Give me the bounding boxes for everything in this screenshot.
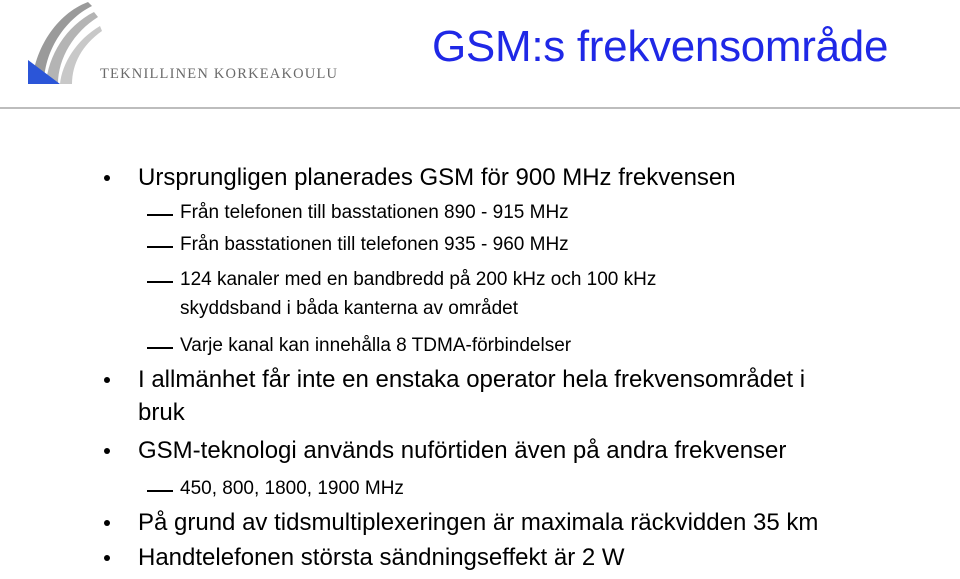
sub-bullet-text: Från basstationen till telefonen 935 - 960 MHz	[180, 234, 569, 255]
sub-bullet-text: 450, 800, 1800, 1900 MHz	[180, 478, 404, 499]
university-logo	[26, 0, 339, 92]
sub-bullet-item	[180, 230, 569, 260]
sub-bullet-text: Varje kanal kan innehålla 8 TDMA-förbindelser	[180, 335, 572, 356]
bullet-item	[138, 365, 805, 395]
bullet-item	[138, 163, 736, 193]
dash-icon	[147, 214, 173, 216]
bullet-text: bruk	[138, 399, 185, 426]
bullet-item	[138, 508, 818, 538]
bullet-text: I allmänhet får inte en enstaka operator hela frekvensområdet i	[138, 366, 806, 393]
dash-icon	[147, 281, 173, 283]
sub-bullet-continuation	[180, 294, 518, 324]
university-name: TEKNILLINEN KORKEAKOULU	[100, 66, 339, 82]
bullet-text: Handtelefonen största sändningseffekt är 2 W	[138, 544, 625, 571]
sub-bullet-item	[180, 198, 569, 228]
bullet-item	[138, 436, 786, 466]
page-title: GSM:s frekvensområde	[432, 22, 889, 71]
bullet-dot-icon	[104, 175, 110, 181]
bullet-text: GSM-teknologi används nuförtiden även på andra frekvenser	[138, 437, 787, 464]
dash-icon	[147, 347, 173, 349]
bullet-dot-icon	[104, 448, 110, 454]
dash-icon	[147, 246, 173, 248]
bullet-dot-icon	[104, 377, 110, 383]
sub-bullet-text: 124 kanaler med en bandbredd på 200 kHz och 100 kHz	[180, 269, 657, 290]
sub-bullet-text: Från telefonen till basstationen 890 - 915 MHz	[180, 202, 569, 223]
bullet-dot-icon	[104, 520, 110, 526]
sub-bullet-item	[180, 474, 404, 504]
header-divider	[0, 107, 960, 109]
bullet-dot-icon	[104, 555, 110, 561]
bullet-text: Ursprungligen planerades GSM för 900 MHz frekvensen	[138, 164, 736, 191]
university-emblem-icon	[26, 0, 106, 86]
bullet-continuation	[138, 398, 185, 428]
sub-bullet-item	[180, 331, 571, 361]
bullet-item	[138, 543, 625, 573]
dash-icon	[147, 490, 173, 492]
sub-bullet-item	[180, 265, 656, 295]
bullet-text: På grund av tidsmultiplexeringen är maximala räckvidden 35 km	[138, 509, 819, 536]
sub-bullet-text: skyddsband i båda kanterna av området	[180, 298, 518, 319]
